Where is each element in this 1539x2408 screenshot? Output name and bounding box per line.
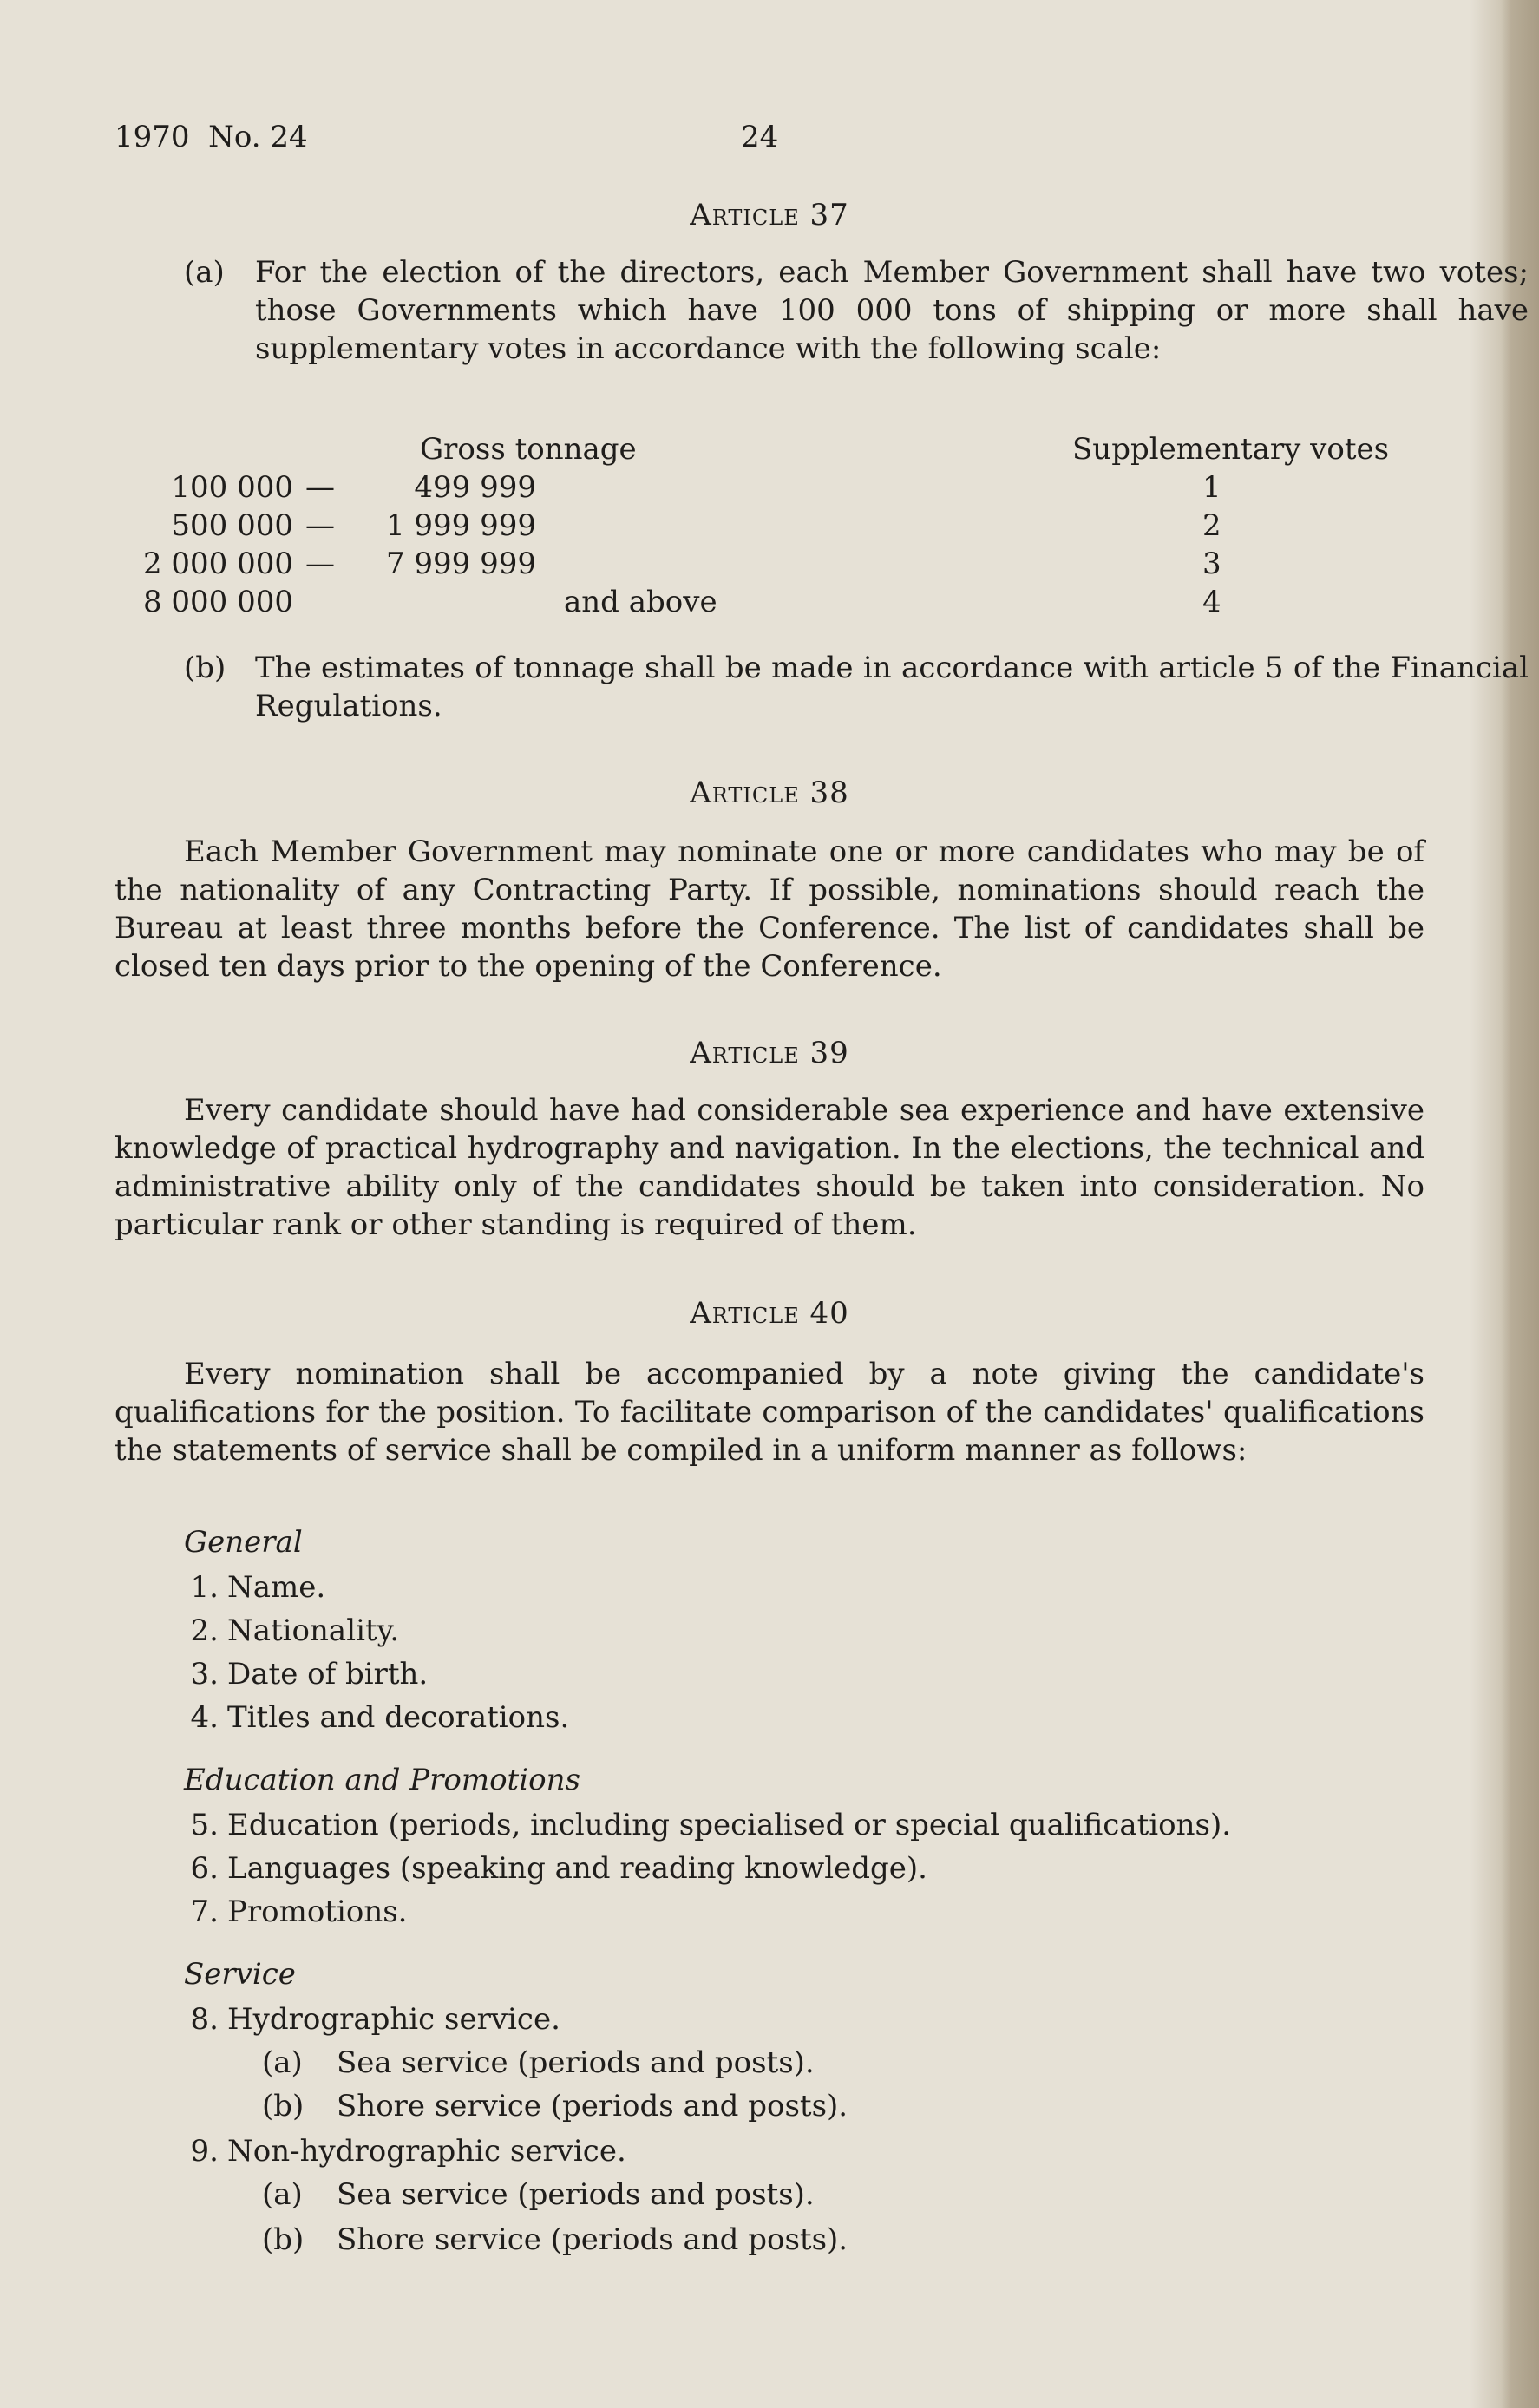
table-row-2-votes: 2 — [1202, 508, 1221, 543]
list-item-number: 4. — [190, 1700, 219, 1735]
sub-item-label: (a) — [262, 2045, 303, 2080]
sub-item-label: (b) — [262, 2222, 305, 2257]
sub-item-text: Shore service (periods and posts). — [337, 2222, 848, 2257]
table-row-3-dash: — — [305, 546, 335, 581]
table-row-1-votes: 1 — [1202, 470, 1221, 505]
article-40-text: Every nomination shall be accompanied by a note giving the candidate's qualifications for the position. To facilitate comparison of the candidates' qualifications the statements of service shall be compiled in a uniform manner as follows: — [115, 1357, 1424, 1468]
table-row-1-from: 100 000 — [171, 470, 293, 505]
list-item-text: Languages (speaking and reading knowledge). — [227, 1851, 927, 1886]
list-item-number: 8. — [190, 2002, 219, 2037]
table-row-1-dash: — — [305, 470, 335, 505]
article-38-title: Article 38 — [690, 775, 849, 810]
header-left: 1970 No. 24 — [115, 120, 308, 154]
list-item-text: Date of birth. — [227, 1657, 429, 1691]
article-37-b-text: The estimates of tonnage shall be made in accordance with article 5 of the Financial Regulations. — [255, 651, 1529, 723]
table-row-3-from: 2 000 000 — [142, 546, 293, 581]
table-header-supplementary-votes: Supplementary votes — [1072, 432, 1390, 467]
article-39-title: Article 39 — [690, 1036, 849, 1070]
page-header — [115, 118, 1424, 156]
table-row-1-to: 499 999 — [414, 470, 536, 505]
tonnage-table — [115, 430, 1424, 621]
list-item-number: 6. — [190, 1851, 219, 1886]
list-item-number: 2. — [190, 1613, 219, 1648]
list-item-number: 1. — [190, 1570, 219, 1605]
page-number: 24 — [741, 120, 779, 154]
table-row-3-to: 7 999 999 — [385, 546, 536, 581]
education-heading: Education and Promotions — [184, 1763, 580, 1797]
table-row-4-votes: 4 — [1202, 585, 1221, 619]
table-row-2-to: 1 999 999 — [385, 508, 536, 543]
list-item-text: Promotions. — [227, 1894, 408, 1929]
list-item-text: Titles and decorations. — [227, 1700, 570, 1735]
table-row-3-votes: 3 — [1202, 546, 1221, 581]
list-item-text: Hydrographic service. — [227, 2002, 560, 2037]
list-item-number: 5. — [190, 1808, 219, 1842]
article-37-title: Article 37 — [690, 198, 849, 232]
list-item-number: 9. — [190, 2134, 219, 2169]
table-row-2-from: 500 000 — [171, 508, 293, 543]
list-item-text: Name. — [227, 1570, 326, 1605]
article-37-a-label: (a) — [184, 255, 225, 290]
table-row-4-from: 8 000 000 — [142, 585, 293, 619]
service-heading: Service — [184, 1957, 296, 1992]
article-37-b-label: (b) — [184, 651, 226, 685]
article-40-title: Article 40 — [690, 1296, 849, 1331]
list-item-number: 3. — [190, 1657, 219, 1691]
list-item-text: Nationality. — [227, 1613, 400, 1648]
list-item-text: Non-hydrographic service. — [227, 2134, 626, 2169]
table-row-2-dash: — — [305, 508, 335, 543]
table-header-gross-tonnage: Gross tonnage — [420, 432, 637, 467]
sub-item-text: Sea service (periods and posts). — [337, 2177, 815, 2212]
list-item-text: Education (periods, including specialised or special qualifications). — [227, 1808, 1232, 1842]
table-row-4-to: and above — [564, 585, 717, 619]
general-heading: General — [184, 1525, 303, 1560]
document-page — [115, 0, 1529, 2408]
sub-item-label: (a) — [262, 2177, 303, 2212]
article-39-text: Every candidate should have had considerable sea experience and have extensive knowledge of practical hydrography and navigation. In the elections, the technical and administrative ability only of the candidates should be taken into consideration. No particular rank or other standing is required of them. — [115, 1093, 1424, 1242]
article-38-text: Each Member Government may nominate one or more candidates who may be of the nationality of any Contracting Party. If possible, nominations should reach the Bureau at least three months before the Conference. The list of candidates shall be closed ten days prior to the opening of the Conference. — [115, 834, 1424, 984]
sub-item-label: (b) — [262, 2089, 305, 2123]
sub-item-text: Sea service (periods and posts). — [337, 2045, 815, 2080]
list-item-number: 7. — [190, 1894, 219, 1929]
article-37-a-text: For the election of the directors, each Member Government shall have two votes; those Governments which have 100 000 tons of shipping or more shall have supplementary votes in accordance with the following scale: — [255, 255, 1529, 366]
sub-item-text: Shore service (periods and posts). — [337, 2089, 848, 2123]
